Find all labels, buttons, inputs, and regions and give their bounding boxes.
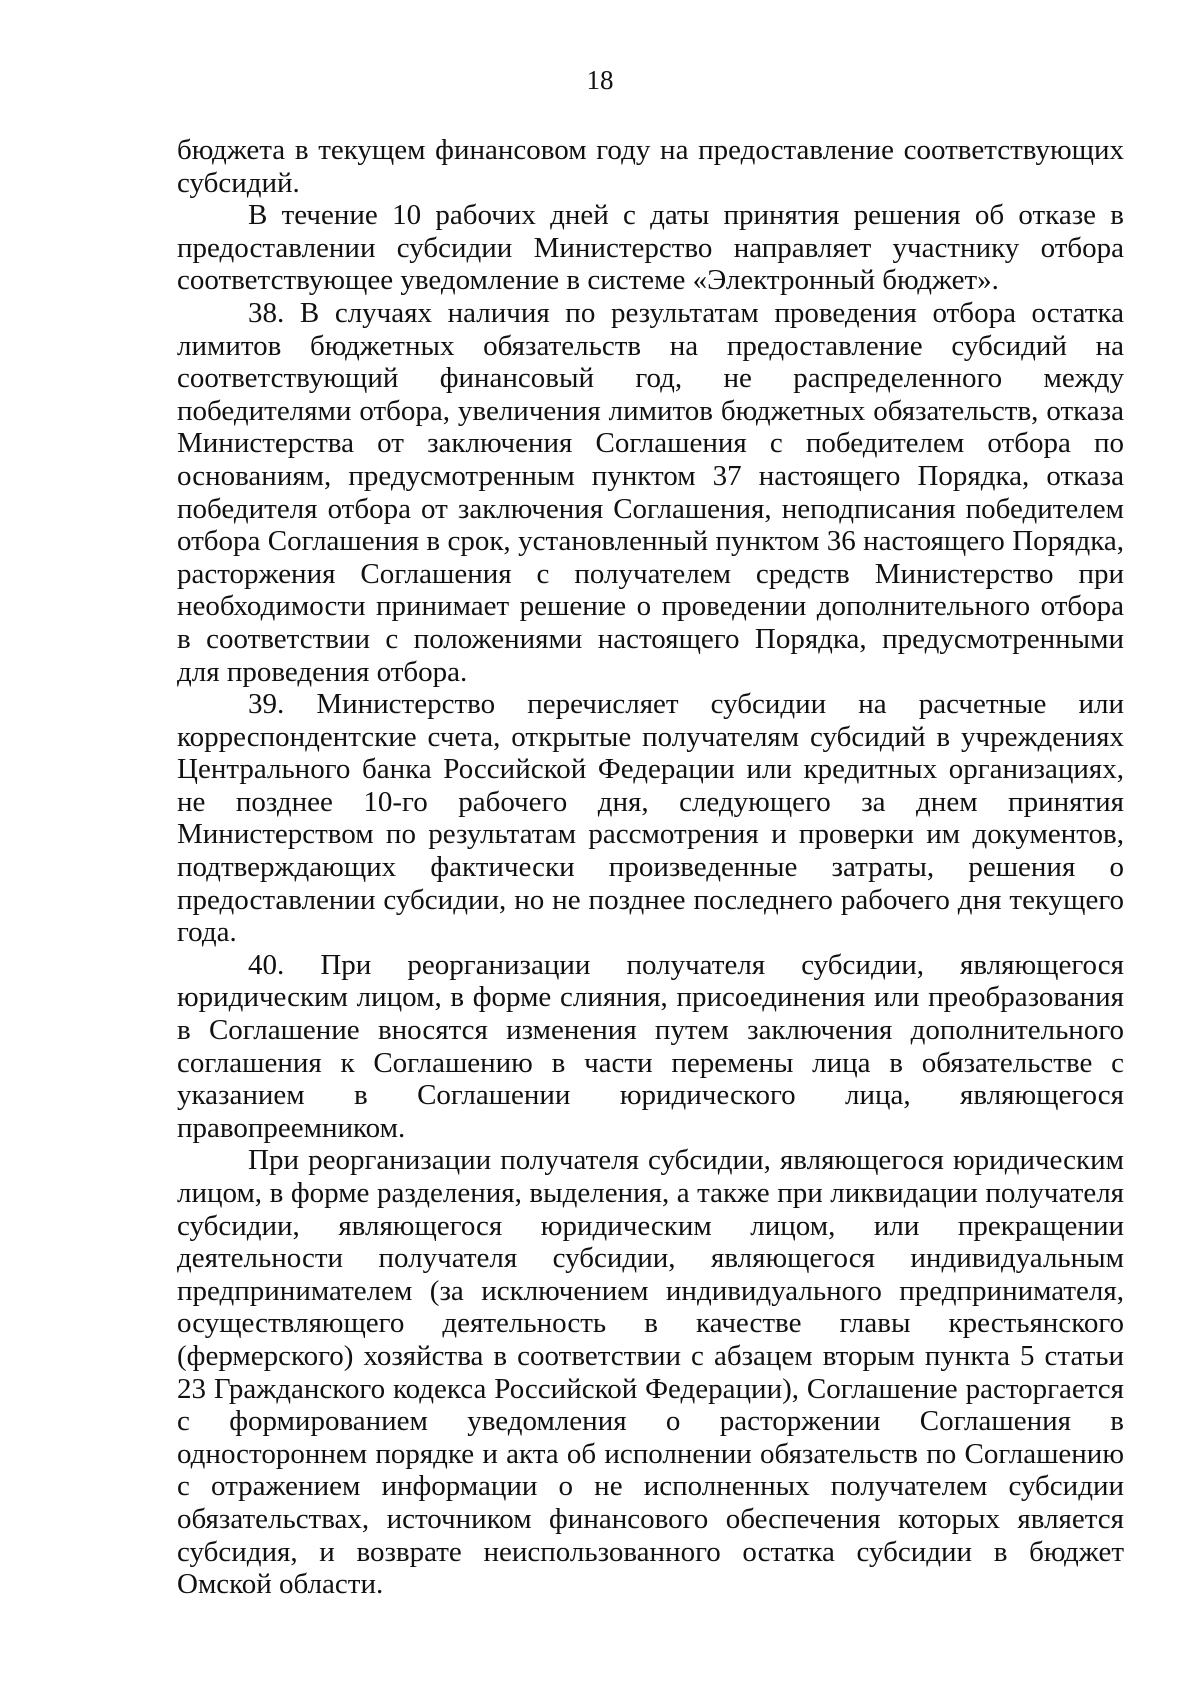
document-body (177, 134, 1124, 1601)
paragraph-refusal-notice: В течение 10 рабочих дней с даты принятия решения об отказе в предоставлении субсидии Министерство направляет участнику отбора соответствующее уведомление в системе «Электронный бюджет». (177, 199, 1124, 297)
paragraph-continuation: бюджета в текущем финансовом году на предоставление соответствующих субсидий. (177, 134, 1124, 199)
paragraph-item-39: 39. Министерство перечисляет субсидии на расчетные или корреспондентские счета, открытые получателям субсидий в учреждениях Центрального банка Российской Федерации или кредитных организациях, не позднее 10-го рабочего дня, следующего за днем принятия Министерством по результатам рассмотрения и проверки им документов, подтверждающих фактически произведенные затраты, решения о предоставлении субсидии, но не позднее последнего рабочего дня текущего года. (177, 688, 1124, 949)
paragraph-reorganization: При реорганизации получателя субсидии, являющегося юридическим лицом, в форме разделения, выделения, а также при ликвидации получателя субсидии, являющегося юридическим лицом, или прекращении деятельности получателя субсидии, являющегося индивидуальным предпринимателем (за исключением индивидуального предпринимателя, осуществляющего деятельность в качестве главы крестьянского (фермерского) хозяйства в соответствии с абзацем вторым пункта 5 статьи 23 Гражданского кодекса Российской Федерации), Соглашение расторгается с формированием уведомления о расторжении Соглашения в одностороннем порядке и акта об исполнении обязательств по Соглашению с отражением информации о не исполненных получателем субсидии обязательствах, источником финансового обеспечения которых является субсидия, и возврате неиспользованного остатка субсидии в бюджет Омской области. (177, 1144, 1124, 1601)
paragraph-item-38: 38. В случаях наличия по результатам проведения отбора остатка лимитов бюджетных обязательств на предоставление субсидий на соответствующий финансовый год, не распределенного между победителями отбора, увеличения лимитов бюджетных обязательств, отказа Министерства от заключения Соглашения с победителем отбора по основаниям, предусмотренным пунктом 37 настоящего Порядка, отказа победителя отбора от заключения Соглашения, неподписания победителем отбора Соглашения в срок, установленный пунктом 36 настоящего Порядка, расторжения Соглашения с получателем средств Министерство при необходимости принимает решение о проведении дополнительного отбора в соответствии с положениями настоящего Порядка, предусмотренными для проведения отбора. (177, 296, 1124, 688)
page-number: 18 (586, 65, 614, 95)
paragraph-item-40: 40. При реорганизации получателя субсидии, являющегося юридическим лицом, в форме слияния, присоединения или преобразования в Соглашение вносятся изменения путем заключения дополнительного соглашения к Соглашению в части перемены лица в обязательстве с указанием в Соглашении юридического лица, являющегося правопреемником. (177, 948, 1124, 1144)
